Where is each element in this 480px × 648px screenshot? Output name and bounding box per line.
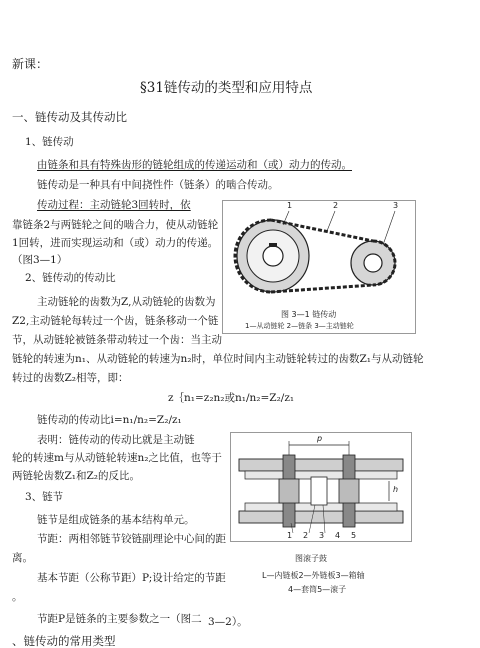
ratio-definition: 链传动的传动比i=n₁/n₂=Z₂/z₁ [37, 414, 182, 426]
new-lesson-label: 新课： [12, 57, 49, 71]
definition-underlined: 由链条和具有特殊齿形的链轮组成的传递运动和（或）动力的传动。 [37, 159, 352, 171]
pitch-param-line-a: 节距P是链条的主要参数之一（图二 [37, 613, 202, 625]
fig1-label-2: 2 [333, 201, 339, 210]
paragraph-line: 链传动是一种具有中间挠性件（链条）的啮合传动。 [37, 179, 279, 191]
pitch-line-2: 离。 [12, 552, 33, 564]
ratio-line-5: 转过的齿数Z₂相等，即： [12, 372, 129, 384]
ratio-line-1: 主动链轮的齿数为Z,从动链轮的齿数为 [37, 296, 216, 308]
fig2-label-5: 5 [351, 531, 357, 540]
subheading-ratio: 2、链传动的传动比 [25, 272, 116, 284]
fig2-legend-2: 4—套筒5—滚子 [288, 585, 347, 594]
fig1-label-3: 3 [393, 201, 399, 210]
process-line-2: 靠链条2与两链轮之间的啮合力，使从动链轮 [12, 219, 219, 231]
express-line-2: 轮的转速m与从动链轮转速n₂之比值，也等于 [12, 452, 222, 464]
fig2-label-p: p [317, 434, 323, 443]
page-title: §31链传动的类型和应用特点 [140, 80, 313, 96]
roller-chain-drawing [231, 433, 411, 541]
fig2-label-1: 1 [287, 531, 293, 540]
fig1-caption: 图 3—1 链传动 [281, 310, 337, 319]
fig1-label-1: 1 [287, 201, 293, 210]
subheading-chain-drive: 1、链传动 [25, 136, 74, 148]
figure-roller-chain [230, 432, 412, 542]
figure-chain-drive [222, 200, 416, 334]
ratio-line-4: 链轮的转速为n₁、从动链轮的转速为n₂时，单位时间内主动链轮转过的齿数Z₁与从动链轮 [12, 353, 424, 365]
formula: z｛n₁=z₂n₂或n₁/n₂=Z₂/z₁ [168, 392, 295, 404]
pitch-param-line-b: 3—2）。 [208, 616, 248, 628]
fig2-label-2: 2 [303, 531, 309, 540]
section-heading-2: 、链传动的常用类型 [12, 634, 116, 648]
process-line-4: （图3—1） [12, 254, 68, 266]
link-line: 链节是组成链条的基本结构单元。 [37, 514, 195, 526]
express-line-1: 表明：链传动的传动比就是主动链 [37, 434, 195, 446]
basic-pitch-line: 基本节距（公称节距）P;设计给定的节距 [37, 572, 226, 584]
section-heading-1: 一、链传动及其传动比 [12, 110, 127, 124]
fig1-legend: 1—从动链轮 2—链条 3—主动链轮 [245, 322, 354, 330]
express-line-3: 两链轮齿数Z₁和Z₂的反比。 [12, 470, 141, 482]
stray-dot: 。 [12, 591, 23, 603]
process-line-3: 1回转，进而实现运动和（或）动力的传递。 [12, 237, 219, 249]
pitch-line-1: 节距：两相邻链节铰链副理论中心间的距 [37, 533, 226, 545]
fig2-label-h: h [393, 485, 399, 494]
fig2-legend-1: L—内链板2—外链板3—箱轴 [262, 571, 365, 580]
ratio-line-3: 节，从动链轮被链条带动转过一个齿：当主动 [12, 334, 222, 346]
fig2-label-4: 4 [335, 531, 341, 540]
process-text: 传动过程：主动链轮3回转时，依 [37, 199, 191, 211]
fig2-caption: 图滚子鼓 [295, 554, 327, 563]
ratio-line-2: Z2,主动链轮每转过一个齿，链条移动一个链 [12, 315, 219, 327]
subheading-link: 3、链节 [25, 491, 64, 503]
fig2-label-3: 3 [319, 531, 325, 540]
process-line-1 [37, 198, 191, 212]
